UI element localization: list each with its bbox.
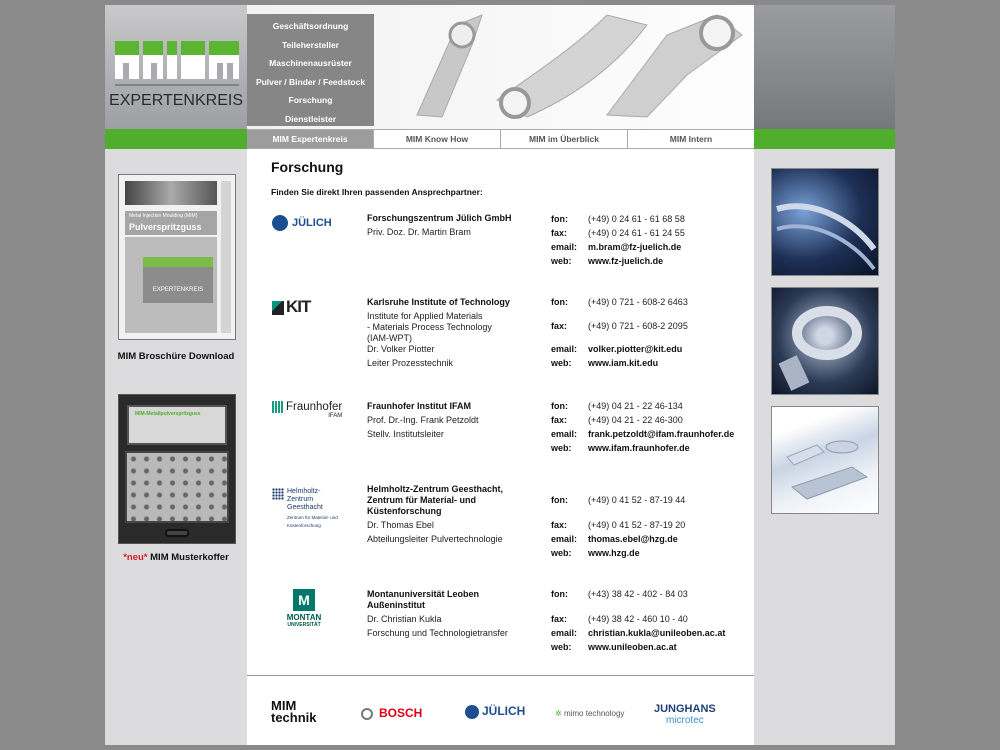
web-link[interactable]: www.ifam.fraunhofer.de: [588, 443, 690, 453]
contact-role: Abteilungsleiter Pulvertechnologie: [367, 534, 503, 544]
hzg-logo-text: Helmholtz-Zentrum Geesthacht: [287, 488, 323, 511]
components-image: [772, 407, 878, 513]
kit-icon: [272, 301, 284, 315]
case-lid-title: MIM-Metallpulverspritzguss: [135, 411, 201, 417]
side-photo-tool: [771, 168, 879, 276]
top-menu-item[interactable]: Forschung: [288, 95, 333, 105]
hzg-logo-sub: Zentrum für Material- und Küstenforschung: [287, 515, 338, 528]
kit-logo: [272, 297, 310, 317]
web-label: web:: [551, 256, 572, 266]
partner-logos: [247, 675, 754, 745]
contact-person: Priv. Doz. Dr. Martin Bram: [367, 227, 471, 237]
org-department: - Materials Process Technology: [367, 322, 492, 332]
kit-logo-text: KIT: [286, 297, 311, 316]
side-photo-components: [771, 406, 879, 514]
org-name: Forschungszentrum Jülich GmbH: [367, 213, 512, 223]
main-tabs: [247, 129, 754, 149]
org-name: Montanuniversität Leoben: [367, 589, 480, 599]
top-menu: [247, 14, 374, 126]
org-department: Institute for Applied Materials: [367, 311, 483, 321]
junghans-logo-sub: microtec: [665, 715, 704, 726]
mimo-icon: ✲: [555, 709, 562, 718]
tab-mim-know-how[interactable]: MIM Know How: [374, 130, 501, 148]
fon-value: (+43) 38 42 - 402 - 84 03: [588, 589, 688, 599]
contact-role: Stellv. Institutsleiter: [367, 429, 444, 439]
fax-value: (+49) 0 41 52 - 87-19 20: [588, 520, 686, 530]
bosch-icon: [361, 708, 373, 720]
green-bar-right: [754, 129, 895, 149]
contact-role: Forschung und Technologietransfer: [367, 628, 508, 638]
junghans-logo[interactable]: [654, 704, 716, 726]
email-link[interactable]: volker.piotter@kit.edu: [588, 344, 683, 354]
fon-value: (+49) 0 41 52 - 87-19 44: [588, 495, 686, 505]
web-link[interactable]: www.iam.kit.edu: [588, 358, 659, 368]
case-handle: [165, 529, 189, 537]
mimo-logo-text: mimo technology: [563, 709, 625, 718]
right-sidebar: [754, 149, 895, 745]
fon-value: (+49) 0 24 61 - 61 68 58: [588, 214, 685, 224]
bosch-logo[interactable]: [361, 706, 422, 720]
juelich-logo: [272, 211, 342, 235]
mim-logo-icon: [105, 5, 247, 129]
fon-label: fon:: [551, 214, 568, 224]
page: [105, 5, 895, 745]
bosch-logo-text: BOSCH: [379, 706, 423, 720]
email-label: email:: [551, 242, 578, 252]
email-link[interactable]: frank.petzoldt@ifam.fraunhofer.de: [588, 429, 735, 439]
web-link[interactable]: www.fz-juelich.de: [588, 256, 664, 266]
fax-label: fax:: [551, 614, 568, 624]
juelich-logo-text: JÜLICH: [292, 217, 332, 229]
email-label: email:: [551, 344, 578, 354]
montan-logo: [284, 589, 324, 628]
juelich-footer-logo[interactable]: [465, 704, 525, 719]
main-content: [247, 149, 754, 675]
contact-person: Prof. Dr.-Ing. Frank Petzoldt: [367, 415, 479, 425]
fax-value: (+49) 38 42 - 460 10 - 40: [588, 614, 688, 624]
brochure-logo-text: EXPERTENKREIS: [152, 287, 204, 293]
side-photo-ring: [771, 287, 879, 395]
org-name: Zentrum für Material- und: [367, 495, 477, 505]
montan-logo-text: MONTAN: [286, 613, 322, 622]
email-link[interactable]: m.bram@fz-juelich.de: [588, 242, 682, 252]
sample-case-image[interactable]: [118, 394, 236, 544]
web-link[interactable]: www.hzg.de: [588, 548, 640, 558]
fax-label: fax:: [551, 321, 568, 331]
site-logo[interactable]: [105, 5, 247, 129]
brochure-cover[interactable]: [118, 174, 236, 340]
tab-mim-intern[interactable]: MIM Intern: [669, 134, 713, 144]
ring-part-image: [772, 288, 878, 394]
web-label: web:: [551, 358, 572, 368]
org-name: Karlsruhe Institute of Technology: [367, 297, 510, 307]
email-label: email:: [551, 628, 578, 638]
fax-value: (+49) 0 721 - 608-2 2095: [588, 321, 688, 331]
fraunhofer-icon: [272, 401, 284, 413]
brochure-spine: [221, 181, 231, 333]
fraunhofer-logo: [272, 401, 342, 419]
fax-label: fax:: [551, 415, 568, 425]
top-menu-item[interactable]: Maschinenausrüster: [269, 58, 352, 68]
hzg-logo: [272, 488, 367, 530]
sample-case-label: MIM Musterkoffer: [150, 552, 229, 563]
fon-value: (+49) 0 721 - 608-2 6463: [588, 297, 688, 307]
hzg-icon: [272, 488, 284, 500]
fax-label: fax:: [551, 520, 568, 530]
top-menu-item[interactable]: Dienstleister: [284, 113, 337, 124]
juelich-icon: [465, 705, 479, 719]
fax-value: (+49) 04 21 - 22 46-300: [588, 415, 683, 425]
org-name: Außeninstitut: [367, 600, 425, 610]
tab-mim-expertenkreis[interactable]: MIM Expertenkreis: [247, 130, 374, 148]
fon-label: fon:: [551, 495, 568, 505]
top-menu-item[interactable]: Pulver / Binder / Feedstock: [255, 76, 366, 87]
mim-technik-logo-mark: MIM: [271, 698, 297, 713]
curved-part-image: [772, 169, 878, 275]
contact-person: Dr. Thomas Ebel: [367, 520, 434, 530]
brochure-photo-band: [125, 181, 217, 205]
juelich-footer-text: JÜLICH: [482, 704, 526, 718]
green-bar-left: [105, 129, 247, 149]
left-sidebar: [105, 149, 247, 745]
tab-mim-im-ueberblick[interactable]: MIM im Überblick: [501, 130, 628, 148]
web-label: web:: [551, 548, 572, 558]
hzg-logo-text-wrap: [287, 488, 367, 530]
fraunhofer-logo-text: Fraunhofer: [286, 401, 343, 413]
fon-value: (+49) 04 21 - 22 46-134: [588, 401, 683, 411]
top-menu-item[interactable]: Teilehersteller: [281, 39, 339, 50]
email-link[interactable]: christian.kukla@unileoben.ac.at: [588, 628, 726, 638]
page-title: Forschung: [271, 159, 344, 175]
brochure-logo: [143, 257, 213, 303]
brochure-subtitle: Pulverspritzguss: [125, 221, 217, 235]
case-tray: [125, 451, 229, 523]
fraunhofer-logo-main: [272, 401, 342, 413]
org-name: Küstenforschung: [367, 506, 442, 516]
web-label: web:: [551, 642, 572, 652]
org-name: Fraunhofer Institut IFAM: [367, 401, 471, 411]
mim-technik-logo[interactable]: [271, 700, 317, 724]
contact-role: Leiter Prozesstechnik: [367, 358, 454, 368]
org-department: (IAM-WPT): [367, 333, 412, 343]
juelich-icon: [272, 215, 288, 231]
logo-subtitle: EXPERTENKREIS: [109, 92, 243, 109]
fraunhofer-logo-sub: IFAM: [328, 413, 343, 419]
email-label: email:: [551, 534, 578, 544]
contact-person: Dr. Christian Kukla: [367, 614, 442, 624]
fon-label: fon:: [551, 401, 568, 411]
email-link[interactable]: thomas.ebel@hzg.de: [588, 534, 678, 544]
intro-text: Finden Sie direkt Ihren passenden Ansprechpartner:: [271, 187, 483, 197]
fon-label: fon:: [551, 297, 568, 307]
brochure-title: Metal Injection Moulding (MIM): [125, 211, 217, 221]
case-lid: [127, 405, 227, 445]
top-menu-item[interactable]: Geschäftsordnung: [272, 21, 349, 31]
fax-value: (+49) 0 24 61 - 61 24 55: [588, 228, 685, 238]
sample-case-link[interactable]: [105, 552, 247, 563]
web-label: web:: [551, 443, 572, 453]
montan-logo-sub: UNIVERSITÄT: [287, 622, 321, 628]
contact-person: Dr. Volker Piotter: [367, 344, 435, 354]
montan-icon: M: [293, 589, 315, 611]
mim-technik-logo-text: technik: [271, 710, 317, 725]
header-right-panel: [754, 5, 895, 129]
junghans-logo-text: JUNGHANS: [654, 703, 716, 715]
email-label: email:: [551, 429, 578, 439]
web-link[interactable]: www.unileoben.ac.at: [588, 642, 677, 652]
fon-label: fon:: [551, 589, 568, 599]
fax-label: fax:: [551, 228, 568, 238]
mimo-logo[interactable]: [555, 709, 624, 718]
org-name: Helmholtz-Zentrum Geesthacht,: [367, 484, 504, 494]
brochure-download-link[interactable]: MIM Broschüre Download: [117, 351, 235, 362]
new-badge: *neu*: [123, 552, 148, 563]
